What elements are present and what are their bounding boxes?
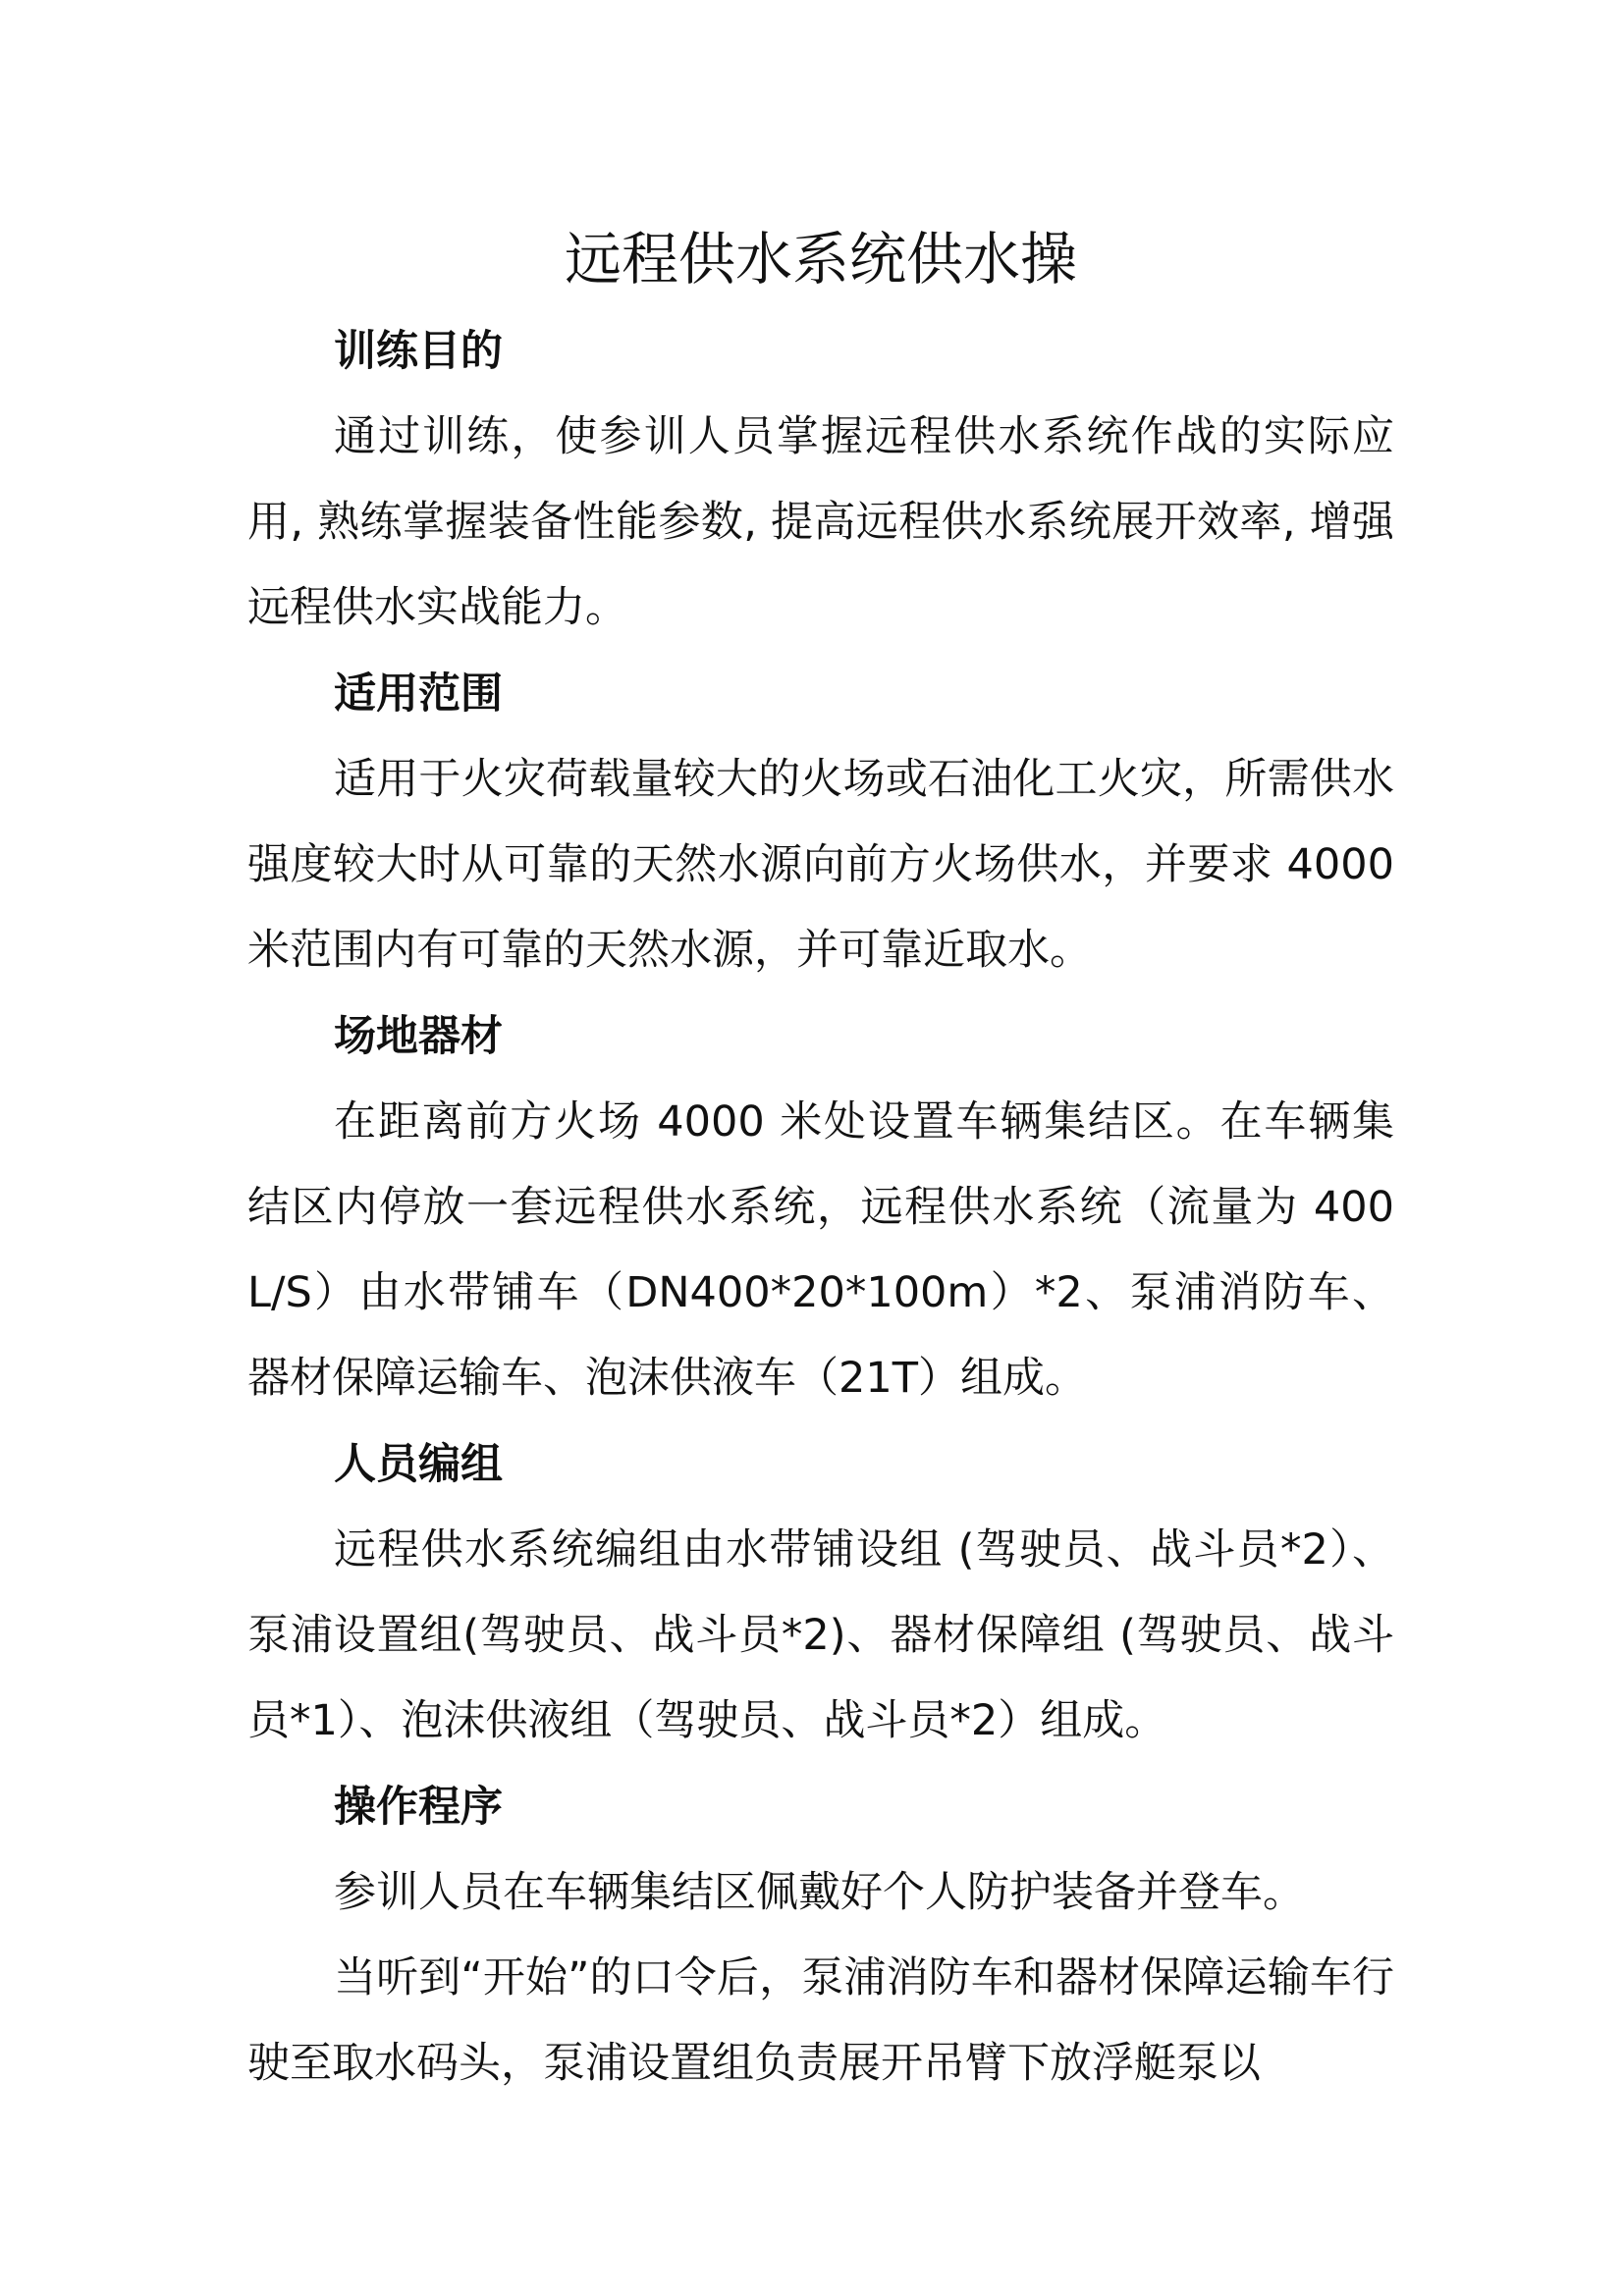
section-heading-scope: 适用范围: [334, 669, 503, 719]
section-heading-training-purpose: 训练目的: [334, 327, 503, 376]
paragraph-scope: 适用于火灾荷载量较大的火场或石油化工火灾，所需供水强度较大时从可靠的天然水源向前方火场供水，并要求 4000 米范围内有可靠的天然水源，并可靠近取水。: [247, 755, 1394, 975]
section-heading-site-equipment: 场地器材: [334, 1012, 503, 1061]
section-site-equipment: [247, 993, 1394, 1421]
paragraph-operating-step-2: 当听到“开始”的口令后，泵浦消防车和器材保障运输车行驶至取水码头，泵浦设置组负责展开吊臂下放浮艇泵以: [247, 1953, 1394, 2088]
section-scope: [247, 651, 1394, 993]
document-body: [247, 210, 1394, 2107]
paragraph-site-equipment: 在距离前方火场 4000 米处设置车辆集结区。在车辆集结区内停放一套远程供水系统，远程供水系统（流量为 400 L/S）由水带铺车（DN400*20*100m）*2、泵浦消防车、器材保障运输车、泡沫供液车（21T）组成。: [247, 1097, 1394, 1403]
section-training-purpose: [247, 308, 1394, 651]
section-heading-personnel-grouping: 人员编组: [334, 1440, 503, 1489]
paragraph-operating-step-1: 参训人员在车辆集结区佩戴好个人防护装备并登车。: [334, 1868, 1305, 1917]
document-title: 远程供水系统供水操: [564, 226, 1077, 293]
section-personnel-grouping: [247, 1421, 1394, 1764]
paragraph-personnel-grouping: 远程供水系统编组由水带铺设组 (驾驶员、战斗员*2）、泵浦设置组(驾驶员、战斗员*2)、器材保障组 (驾驶员、战斗员*1）、泡沫供液组（驾驶员、战斗员*2）组成。: [247, 1525, 1394, 1745]
paragraph-training-purpose: 通过训练，使参训人员掌握远程供水系统作战的实际应用, 熟练掌握装备性能参数, 提高远程供水系统展开效率, 增强远程供水实战能力。: [247, 412, 1394, 632]
section-heading-operating-procedure: 操作程序: [334, 1783, 503, 1832]
section-operating-procedure: [247, 1764, 1394, 2107]
